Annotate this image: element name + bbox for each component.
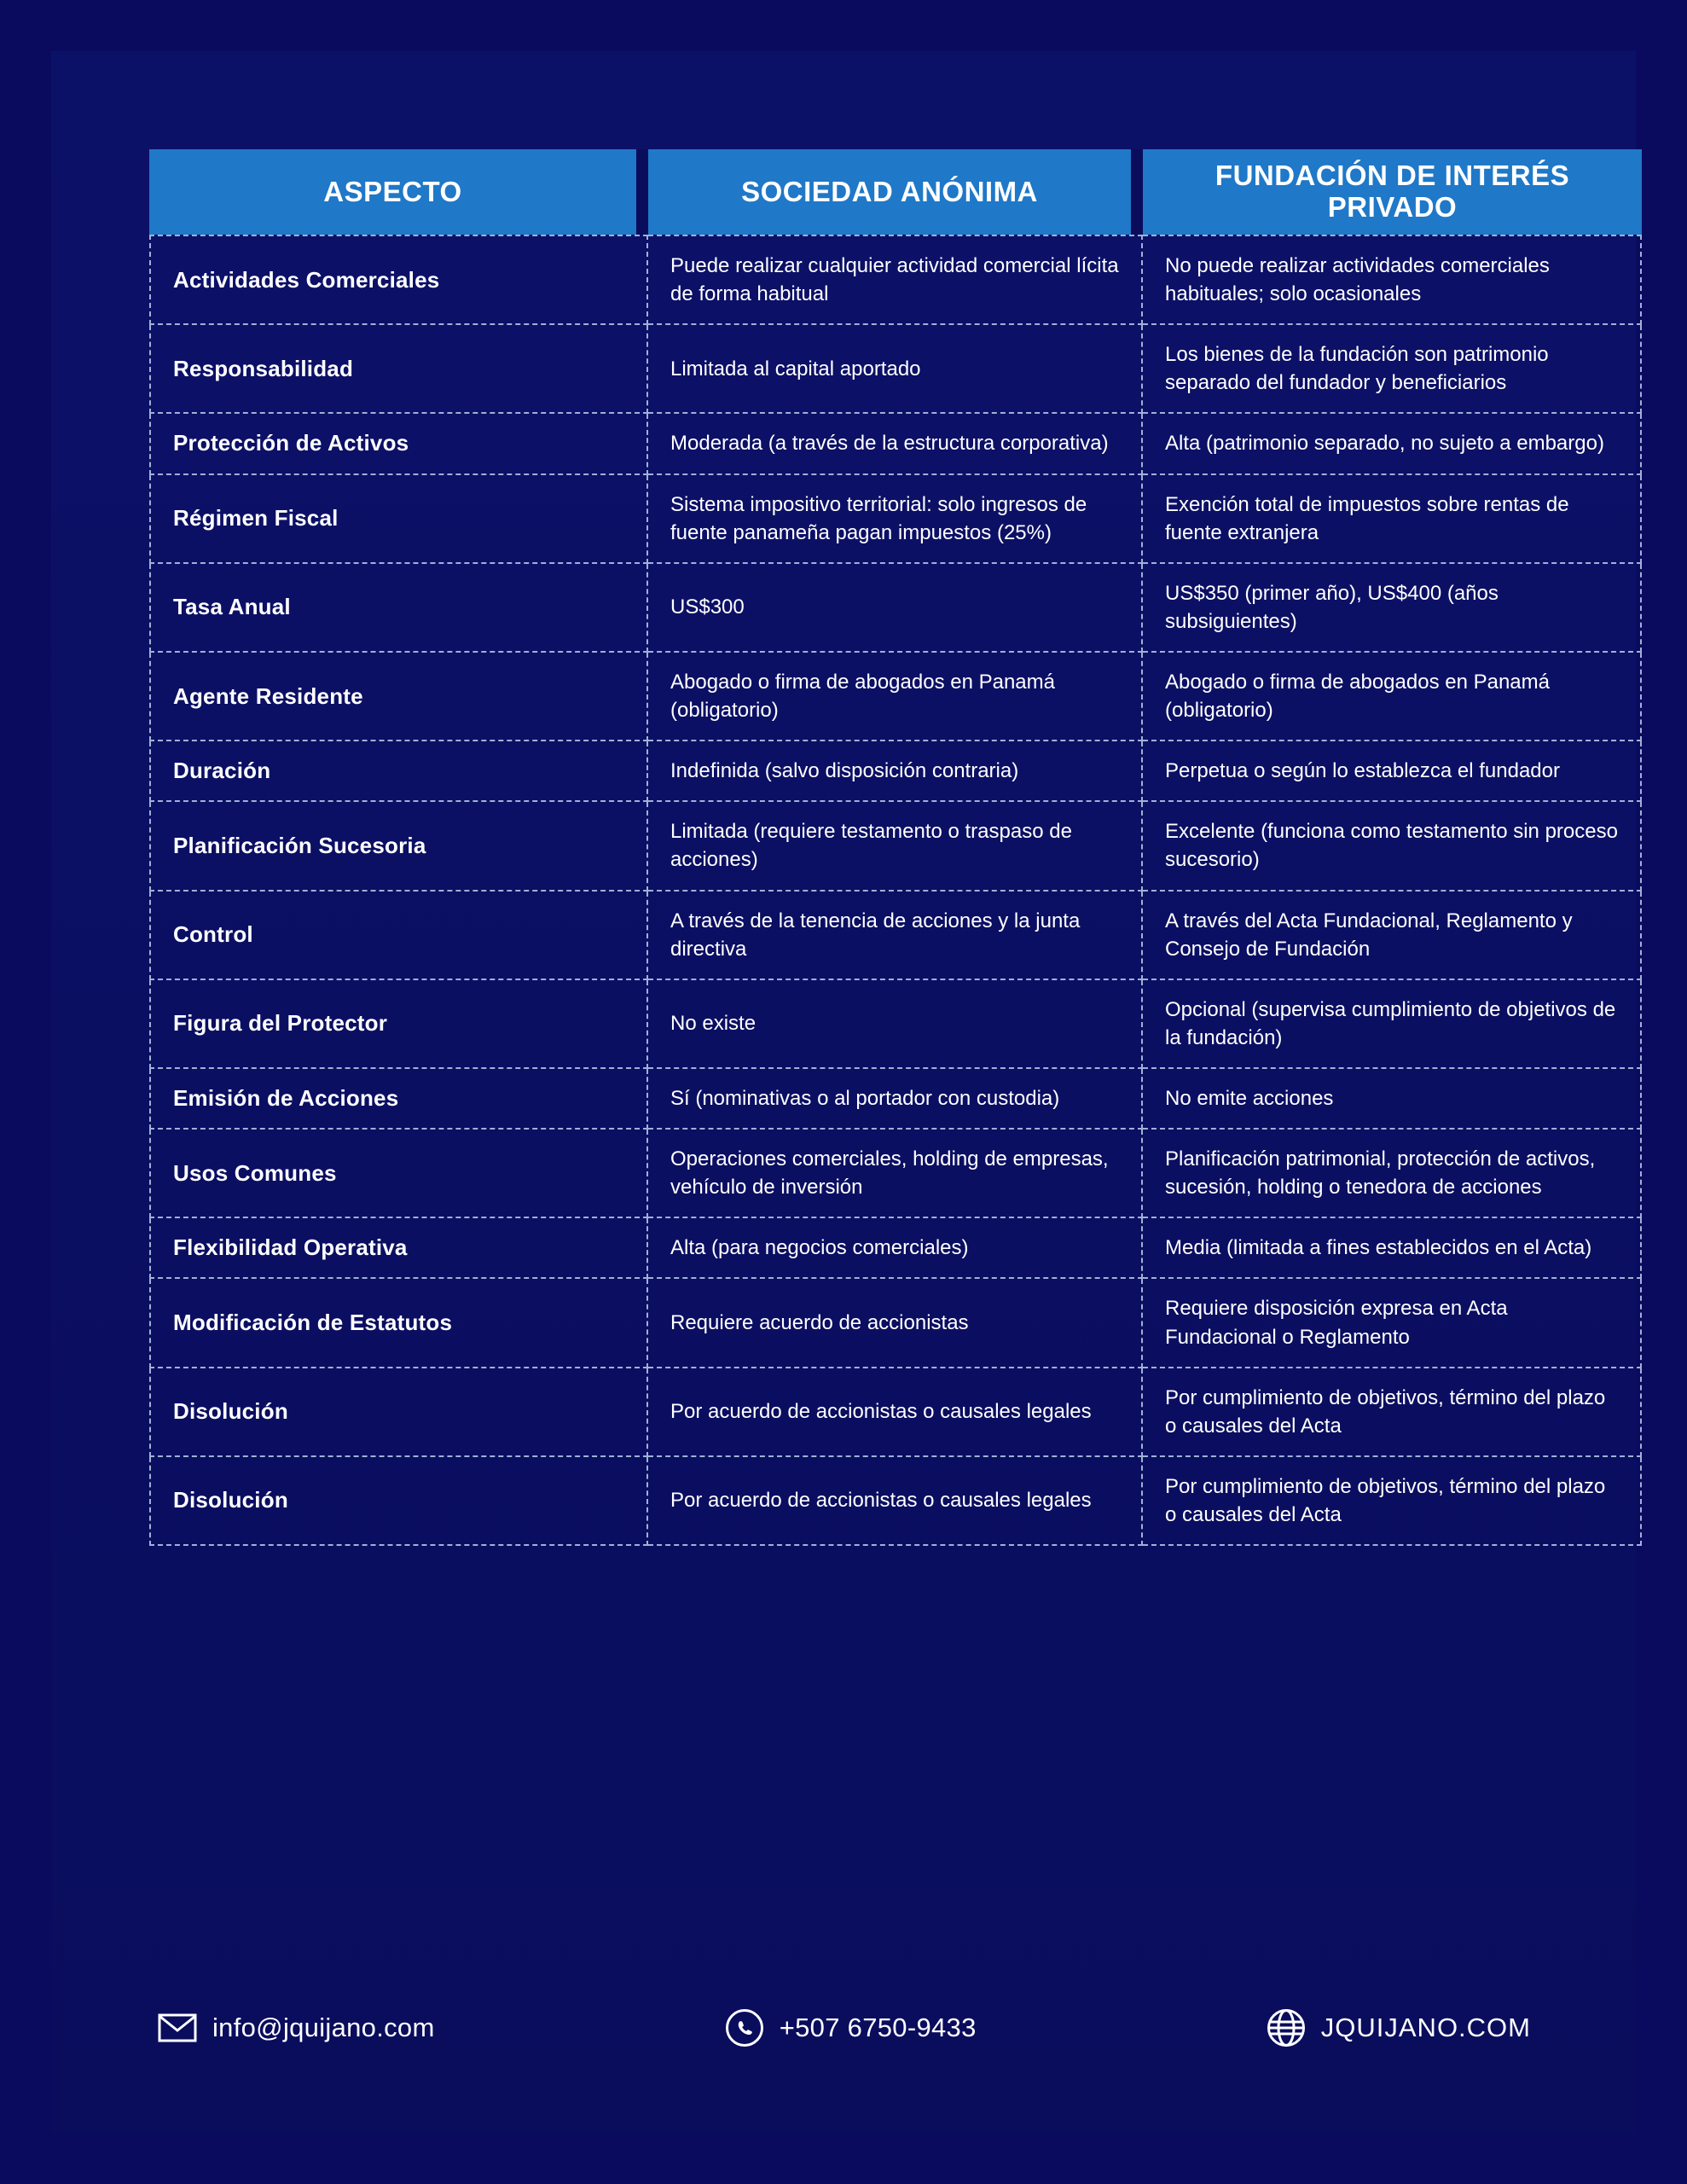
row-label: Figura del Protector bbox=[149, 980, 648, 1069]
row-value-sa: Sistema impositivo territorial: solo ingresos de fuente panameña pagan impuestos (25%) bbox=[648, 475, 1143, 564]
table-row bbox=[149, 1368, 1642, 1457]
row-value-fip: Requiere disposición expresa en Acta Fundacional o Reglamento bbox=[1143, 1279, 1642, 1368]
whatsapp-icon bbox=[725, 2008, 764, 2048]
row-value-fip: Los bienes de la fundación son patrimonio separado del fundador y beneficiarios bbox=[1143, 325, 1642, 414]
footer-phone[interactable] bbox=[725, 2008, 977, 2048]
comparison-table bbox=[149, 149, 1642, 1546]
row-value-sa: Puede realizar cualquier actividad comercial lícita de forma habitual bbox=[648, 235, 1143, 325]
column-header-aspecto: ASPECTO bbox=[149, 149, 648, 235]
table-row bbox=[149, 980, 1642, 1069]
globe-icon bbox=[1267, 2008, 1306, 2048]
footer-phone-text: +507 6750-9433 bbox=[779, 2013, 977, 2042]
row-value-fip: Excelente (funciona como testamento sin proceso sucesorio) bbox=[1143, 802, 1642, 891]
table-row bbox=[149, 802, 1642, 891]
row-value-fip: A través del Acta Fundacional, Reglamento y Consejo de Fundación bbox=[1143, 892, 1642, 980]
table-row bbox=[149, 1218, 1642, 1279]
row-label: Tasa Anual bbox=[149, 564, 648, 653]
column-header-sociedad-anonima: SOCIEDAD ANÓNIMA bbox=[648, 149, 1143, 235]
row-value-sa: Alta (para negocios comerciales) bbox=[648, 1218, 1143, 1279]
footer-email[interactable] bbox=[158, 2008, 435, 2048]
table-row bbox=[149, 325, 1642, 414]
row-value-fip: Opcional (supervisa cumplimiento de objetivos de la fundación) bbox=[1143, 980, 1642, 1069]
row-value-sa: Sí (nominativas o al portador con custodia) bbox=[648, 1069, 1143, 1130]
footer-website-text: JQUIJANO.COM bbox=[1320, 2013, 1531, 2042]
row-value-fip: Abogado o firma de abogados en Panamá (obligatorio) bbox=[1143, 653, 1642, 741]
row-value-sa: Por acuerdo de accionistas o causales legales bbox=[648, 1368, 1143, 1457]
row-value-fip: Media (limitada a fines establecidos en el Acta) bbox=[1143, 1218, 1642, 1279]
row-label: Modificación de Estatutos bbox=[149, 1279, 648, 1368]
row-value-fip: Alta (patrimonio separado, no sujeto a embargo) bbox=[1143, 414, 1642, 474]
row-value-sa: Indefinida (salvo disposición contraria) bbox=[648, 741, 1143, 802]
content-sheet bbox=[51, 51, 1636, 2133]
row-label: Control bbox=[149, 892, 648, 980]
row-value-fip: Perpetua o según lo establezca el fundador bbox=[1143, 741, 1642, 802]
row-label: Duración bbox=[149, 741, 648, 802]
row-value-sa: Limitada al capital aportado bbox=[648, 325, 1143, 414]
footer-email-text: info@jquijano.com bbox=[212, 2013, 435, 2042]
row-value-fip: No puede realizar actividades comerciales habituales; solo ocasionales bbox=[1143, 235, 1642, 325]
row-value-sa: A través de la tenencia de acciones y la junta directiva bbox=[648, 892, 1143, 980]
table-row bbox=[149, 1130, 1642, 1218]
table-body bbox=[149, 235, 1642, 1546]
table-row bbox=[149, 564, 1642, 653]
table-row bbox=[149, 1069, 1642, 1130]
table-row bbox=[149, 1457, 1642, 1546]
row-label: Régimen Fiscal bbox=[149, 475, 648, 564]
table-row bbox=[149, 892, 1642, 980]
table-row bbox=[149, 235, 1642, 325]
row-value-sa: Por acuerdo de accionistas o causales legales bbox=[648, 1457, 1143, 1546]
table-row bbox=[149, 414, 1642, 474]
footer-website[interactable] bbox=[1267, 2008, 1531, 2048]
row-value-sa: No existe bbox=[648, 980, 1143, 1069]
row-value-fip: Exención total de impuestos sobre rentas de fuente extranjera bbox=[1143, 475, 1642, 564]
row-value-sa: US$300 bbox=[648, 564, 1143, 653]
row-value-sa: Abogado o firma de abogados en Panamá (obligatorio) bbox=[648, 653, 1143, 741]
table-header bbox=[149, 149, 1642, 235]
contact-footer bbox=[149, 1998, 1538, 2058]
row-label: Emisión de Acciones bbox=[149, 1069, 648, 1130]
row-value-sa: Requiere acuerdo de accionistas bbox=[648, 1279, 1143, 1368]
table-row bbox=[149, 653, 1642, 741]
column-header-fundacion-interes-privado: FUNDACIÓN DE INTERÉS PRIVADO bbox=[1143, 149, 1642, 235]
row-value-sa: Operaciones comerciales, holding de empresas, vehículo de inversión bbox=[648, 1130, 1143, 1218]
row-label: Actividades Comerciales bbox=[149, 235, 648, 325]
row-label: Protección de Activos bbox=[149, 414, 648, 474]
row-label: Disolución bbox=[149, 1368, 648, 1457]
row-value-sa: Limitada (requiere testamento o traspaso de acciones) bbox=[648, 802, 1143, 891]
table-row bbox=[149, 475, 1642, 564]
table-header-row bbox=[149, 149, 1642, 235]
row-label: Disolución bbox=[149, 1457, 648, 1546]
row-value-fip: US$350 (primer año), US$400 (años subsiguientes) bbox=[1143, 564, 1642, 653]
row-value-fip: Por cumplimiento de objetivos, término del plazo o causales del Acta bbox=[1143, 1457, 1642, 1546]
row-label: Responsabilidad bbox=[149, 325, 648, 414]
table-row bbox=[149, 741, 1642, 802]
row-value-fip: Planificación patrimonial, protección de activos, sucesión, holding o tenedora de acciones bbox=[1143, 1130, 1642, 1218]
mail-icon bbox=[158, 2008, 197, 2048]
row-label: Agente Residente bbox=[149, 653, 648, 741]
row-value-fip: No emite acciones bbox=[1143, 1069, 1642, 1130]
row-label: Planificación Sucesoria bbox=[149, 802, 648, 891]
row-value-fip: Por cumplimiento de objetivos, término del plazo o causales del Acta bbox=[1143, 1368, 1642, 1457]
row-value-sa: Moderada (a través de la estructura corporativa) bbox=[648, 414, 1143, 474]
table-row bbox=[149, 1279, 1642, 1368]
row-label: Usos Comunes bbox=[149, 1130, 648, 1218]
row-label: Flexibilidad Operativa bbox=[149, 1218, 648, 1279]
